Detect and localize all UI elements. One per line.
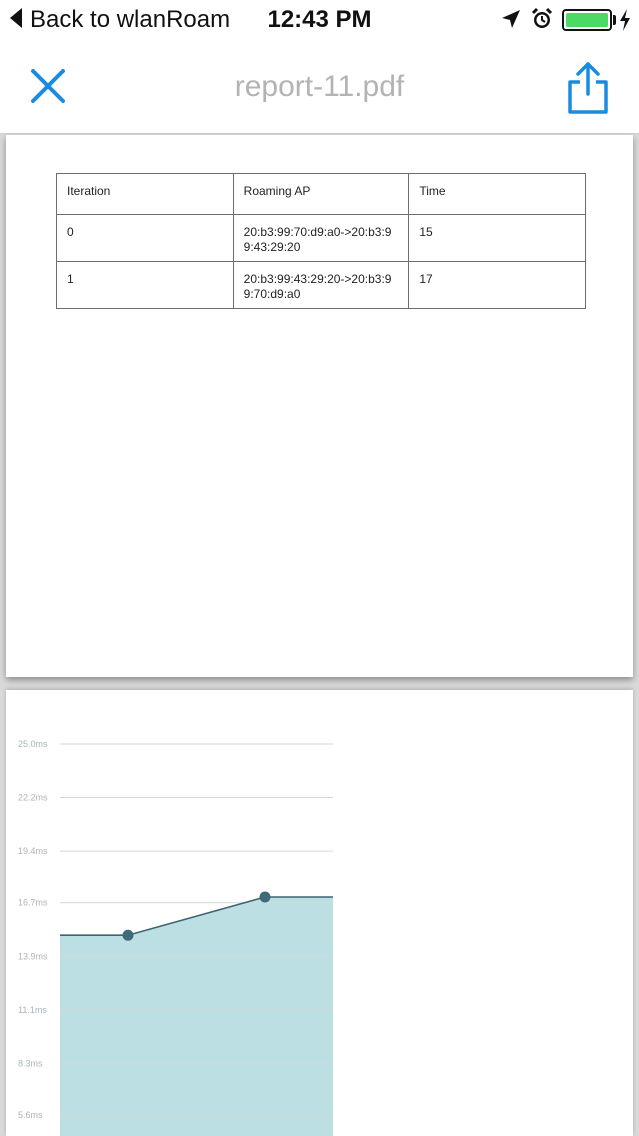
- area-fill: [60, 897, 333, 1136]
- status-time: 12:43 PM: [267, 6, 372, 33]
- column-header: Iteration: [57, 174, 234, 215]
- y-tick-label: 5.6ms: [18, 1110, 43, 1120]
- y-tick-label: 22.2ms: [18, 792, 48, 803]
- table-cell: 17: [409, 262, 586, 309]
- latency-area-chart: [6, 690, 633, 1136]
- back-to-app-link[interactable]: Back to wlanRoam: [30, 6, 231, 33]
- y-tick-label: 25.0ms: [18, 739, 48, 749]
- navigation-bar: [0, 40, 639, 134]
- table-row: [57, 262, 586, 309]
- y-tick-label: 13.9ms: [18, 951, 48, 962]
- charging-bolt-icon: [618, 8, 632, 32]
- document-title: report-11.pdf: [234, 70, 405, 103]
- data-point: [260, 891, 271, 902]
- table-cell: 0: [57, 215, 234, 262]
- y-tick-label: 11.1ms: [18, 1004, 47, 1015]
- share-icon[interactable]: [562, 60, 614, 116]
- y-tick-label: 8.3ms: [18, 1058, 43, 1069]
- y-tick-label: 19.4ms: [18, 846, 48, 857]
- column-header: Roaming AP: [233, 174, 409, 215]
- battery-icon: [562, 9, 612, 31]
- table-cell: 20:b3:99:43:29:20->20:b3:99:70:d9:a0: [233, 262, 409, 309]
- pdf-page-2: [6, 690, 633, 1136]
- column-header: Time: [409, 174, 586, 215]
- data-point: [123, 930, 134, 941]
- table-cell: 1: [57, 262, 234, 309]
- location-arrow-icon: [500, 8, 522, 30]
- y-tick-label: 16.7ms: [18, 897, 48, 908]
- table-cell: 20:b3:99:70:d9:a0->20:b3:99:43:29:20: [233, 215, 409, 262]
- table-cell: 15: [409, 215, 586, 262]
- status-bar: [0, 0, 639, 40]
- pdf-page-1: [6, 135, 633, 677]
- battery-tip: [613, 15, 616, 25]
- alarm-clock-icon: [530, 7, 554, 31]
- table-row: [57, 215, 586, 262]
- roaming-table: [56, 173, 586, 309]
- table-header-row: [57, 174, 586, 215]
